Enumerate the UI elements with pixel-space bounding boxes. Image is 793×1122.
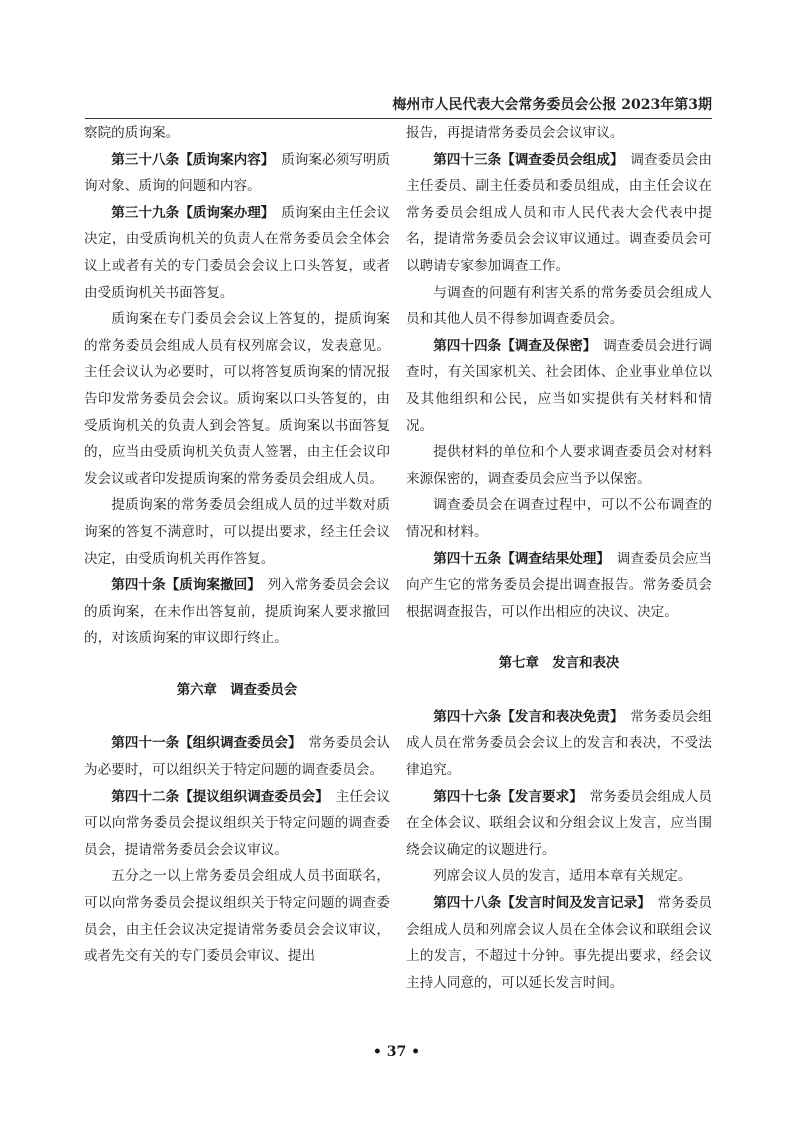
article-46: [406, 704, 712, 784]
article-48: [406, 890, 712, 996]
article-45: [406, 546, 712, 626]
paragraph: 提供材料的单位和个人要求调查委员会对材料来源保密的，调查委员会应当予以保密。: [406, 444, 712, 487]
article-heading: 第四十条【质询案撤回】: [111, 577, 254, 594]
article-text: 常务委员会组成人员和列席会议人员在全体会议和联组会议上的发言，不超过十分钟。事先提出要求，经会议主持人同意的，可以延长发言时间。: [406, 895, 712, 991]
paragraph: 报告，再提请常务委员会会议审议。: [406, 125, 624, 141]
article-heading: 第四十五条【调查结果处理】: [433, 550, 604, 567]
journal-header: 梅州市人民代表大会常务委员会公报 2023年第3期: [392, 97, 712, 113]
article-text: 质询案由主任会议决定，由受质询机关的负责人在常务委员会全体会议上或者有关的专门委员会会议上口头答复，或者由受质询机关书面答复。: [84, 204, 391, 301]
article-38: [84, 147, 390, 200]
paragraph: 质询案在专门委员会会议上答复的，提质询案的常务委员会组成人员有权列席会议，发表意见。主任会议认为必要时，可以将答复质询案的情况报告印发常务委员会会议。质询案以口头答复的，由受质询机关的负责人到会答复。质询案以书面答复的，应当由受质询机关负责人签署，由主任会议印发会议或者印发提质询案的常务委员会组成人员。: [84, 311, 390, 487]
article-heading: 第四十一条【组织调查委员会】: [111, 735, 295, 752]
article-text: 质询案必须写明质询对象、质询的问题和内容。: [84, 151, 391, 195]
article-47: [406, 784, 712, 864]
left-column: [84, 120, 390, 970]
paragraph: 列席会议人员的发言，适用本章有关规定。: [433, 868, 692, 885]
paragraph: 调查委员会在调查过程中，可以不公布调查的情况和材料。: [406, 497, 712, 540]
article-heading: 第四十六条【发言和表决免责】: [433, 708, 617, 725]
article-heading: 第四十三条【调查委员会组成】: [433, 151, 617, 168]
article-text: 调查委员会由主任委员、副主任委员和委员组成，由主任会议在常务委员会组成人员和市人民代表大会代表中提名，提请常务委员会会议审议通过。调查委员会可以聘请专家参加调查工作。: [406, 151, 713, 274]
article-heading: 第四十八条【发言时间及发言记录】: [433, 895, 644, 912]
page-number: • 37 •: [372, 1044, 421, 1060]
article-heading: 第四十四条【调查及保密】: [433, 337, 590, 354]
header-rule: [85, 118, 712, 119]
article-text: 主任会议可以向常务委员会提议组织关于特定问题的调查委员会，提请常务委员会会议审议。: [84, 788, 390, 858]
article-43: [406, 147, 712, 280]
article-39: [84, 200, 390, 306]
paragraph: 提质询案的常务委员会组成人员的过半数对质询案的答复不满意时，可以提出要求，经主任会议决定，由受质询机关再作答复。: [84, 497, 390, 567]
article-40: [84, 572, 390, 652]
chapter-heading: 第六章 调查委员会: [176, 682, 298, 698]
article-text: 调查委员会进行调查时，有关国家机关、社会团体、企业事业单位以及其他组织和公民，应当如实提供有关材料和情况。: [406, 337, 713, 434]
paragraph: 察院的质询案。: [84, 125, 180, 141]
article-text: 常务委员会组成人员在常务委员会会议上的发言和表决，不受法律追究。: [406, 708, 713, 779]
article-heading: 第四十二条【提议组织调查委员会】: [111, 788, 322, 805]
article-text: 常务委员会认为必要时，可以组织关于特定问题的调查委员会。: [84, 735, 391, 779]
right-column: [406, 120, 712, 996]
article-heading: 第三十八条【质询案内容】: [111, 151, 268, 168]
article-heading: 第三十九条【质询案办理】: [111, 204, 268, 221]
article-text: 常务委员会组成人员在全体会议、联组会议和分组会议上发言，应当围绕会议确定的议题进行。: [406, 788, 713, 858]
article-text: 列入常务委员会会议的质询案，在未作出答复前，提质询案人要求撤回的，对该质询案的审议即行终止。: [84, 577, 391, 647]
article-44: [406, 333, 712, 439]
article-heading: 第四十七条【发言要求】: [433, 788, 576, 805]
chapter-heading: 第七章 发言和表决: [498, 656, 620, 672]
paragraph: 五分之一以上常务委员会组成人员书面联名，可以向常务委员会提议组织关于特定问题的调查委员会，由主任会议决定提请常务委员会会议审议，或者先交有关的专门委员会审议、提出: [84, 868, 390, 965]
article-42: [84, 784, 390, 864]
paragraph: 与调查的问题有利害关系的常务委员会组成人员和其他人员不得参加调查委员会。: [406, 284, 712, 328]
article-text: 调查委员会应当向产生它的常务委员会提出调查报告。常务委员会根据调查报告，可以作出相应的决议、决定。: [406, 550, 713, 620]
article-41: [84, 730, 390, 783]
